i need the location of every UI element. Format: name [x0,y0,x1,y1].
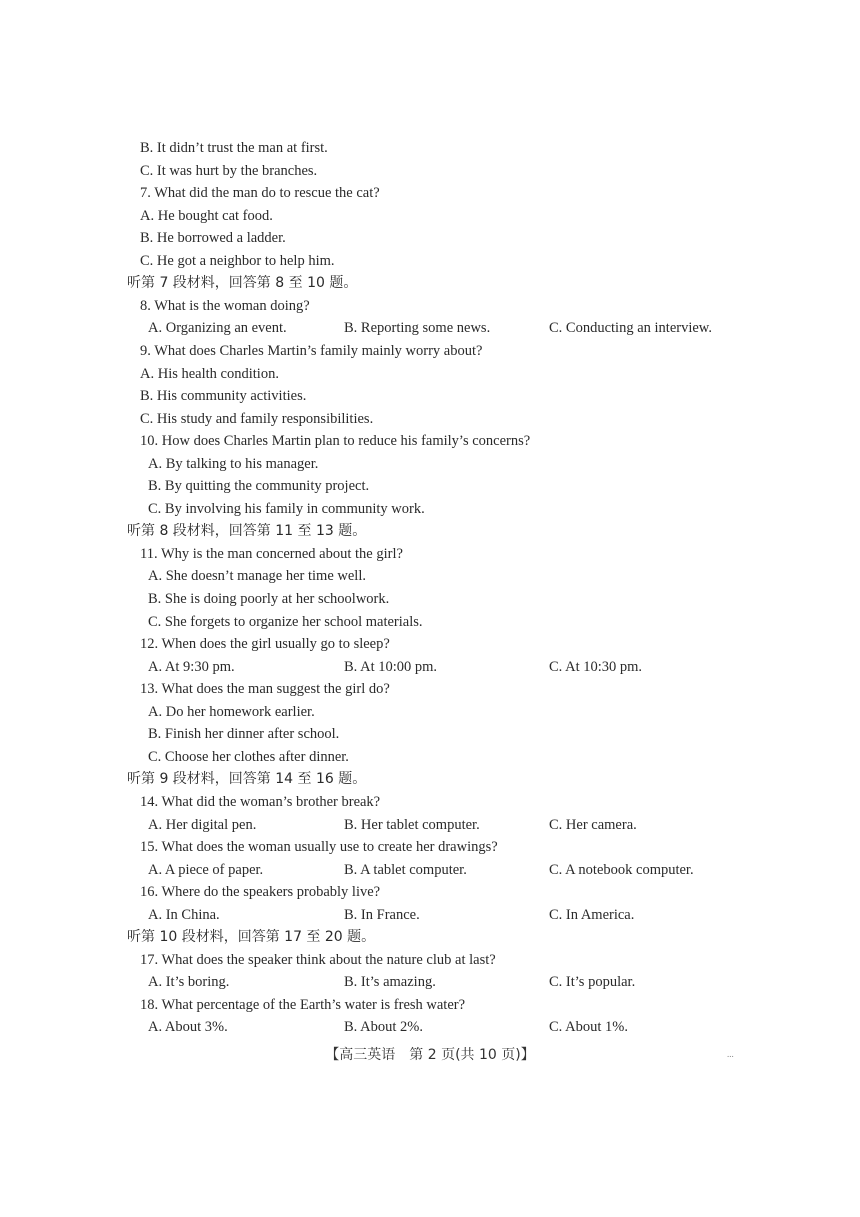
option-line: A. By talking to his manager. [148,455,319,472]
option-c: C. Conducting an interview. [549,320,712,337]
option-line: A. Do her homework earlier. [148,703,315,720]
option-line: C. By involving his family in community work. [148,500,425,517]
option-b: B. At 10:00 pm. [344,658,438,675]
section-instruction: 听第 9 段材料，回答第 14 至 16 题。 [127,771,367,788]
option-line: B. He borrowed a ladder. [140,230,286,247]
question-stem: 10. How does Charles Martin plan to reduce his family’s concerns? [140,433,531,450]
option-a: A. At 9:30 pm. [148,658,235,675]
option-b: B. Her tablet computer. [344,816,480,833]
option-line: C. She forgets to organize her school materials. [148,613,423,630]
section-instruction: 听第 10 段材料，回答第 17 至 20 题。 [127,929,376,946]
page-footer: 【高三英语 第 2 页(共 10 页)】 [325,1047,535,1063]
corner-mark: ... [727,1049,734,1059]
question-stem: 13. What does the man suggest the girl do? [140,681,390,698]
question-stem: 15. What does the woman usually use to create her drawings? [140,839,498,856]
option-a: A. In China. [148,906,220,923]
option-line: B. Finish her dinner after school. [148,726,340,743]
option-a: A. About 3%. [148,1019,228,1036]
option-line: B. By quitting the community project. [148,478,370,495]
question-stem: 9. What does Charles Martin’s family mainly worry about? [140,342,483,359]
option-line: B. She is doing poorly at her schoolwork. [148,591,390,607]
option-b: B. A tablet computer. [344,861,467,878]
section-instruction: 听第 7 段材料，回答第 8 至 10 题。 [127,275,358,292]
option-line: A. His health condition. [140,365,279,382]
option-a: A. Organizing an event. [148,320,287,337]
option-a: A. A piece of paper. [148,861,264,878]
option-line: A. She doesn’t manage her time well. [148,568,366,585]
question-stem: 16. Where do the speakers probably live? [140,884,381,901]
option-b: B. About 2%. [344,1019,423,1036]
option-c: C. It’s popular. [549,974,636,991]
option-b: B. It’s amazing. [344,974,436,991]
question-stem: 8. What is the woman doing? [140,297,310,314]
option-line: B. It didn’t trust the man at first. [140,140,328,156]
option-a: A. It’s boring. [148,974,230,991]
question-stem: 14. What did the woman’s brother break? [140,793,381,810]
option-line: C. His study and family responsibilities. [140,410,374,427]
option-line: B. His community activities. [140,388,307,405]
question-stem: 7. What did the man do to rescue the cat? [140,185,380,202]
option-line: C. It was hurt by the branches. [140,162,318,179]
option-c: C. Her camera. [549,816,637,833]
question-stem: 17. What does the speaker think about the nature club at last? [140,951,496,968]
option-c: C. At 10:30 pm. [549,658,643,675]
option-a: A. Her digital pen. [148,816,257,833]
option-line: C. Choose her clothes after dinner. [148,748,349,765]
section-instruction: 听第 8 段材料，回答第 11 至 13 题。 [127,523,367,540]
option-line: A. He bought cat food. [140,207,273,224]
question-stem: 12. When does the girl usually go to sleep? [140,636,390,653]
option-b: B. In France. [344,906,420,923]
question-stem: 11. Why is the man concerned about the girl? [140,545,403,562]
option-line: C. He got a neighbor to help him. [140,252,335,269]
option-c: C. In America. [549,906,635,923]
question-stem: 18. What percentage of the Earth’s water is fresh water? [140,996,466,1013]
option-c: C. A notebook computer. [549,861,694,878]
option-c: C. About 1%. [549,1019,628,1036]
option-b: B. Reporting some news. [344,320,491,337]
